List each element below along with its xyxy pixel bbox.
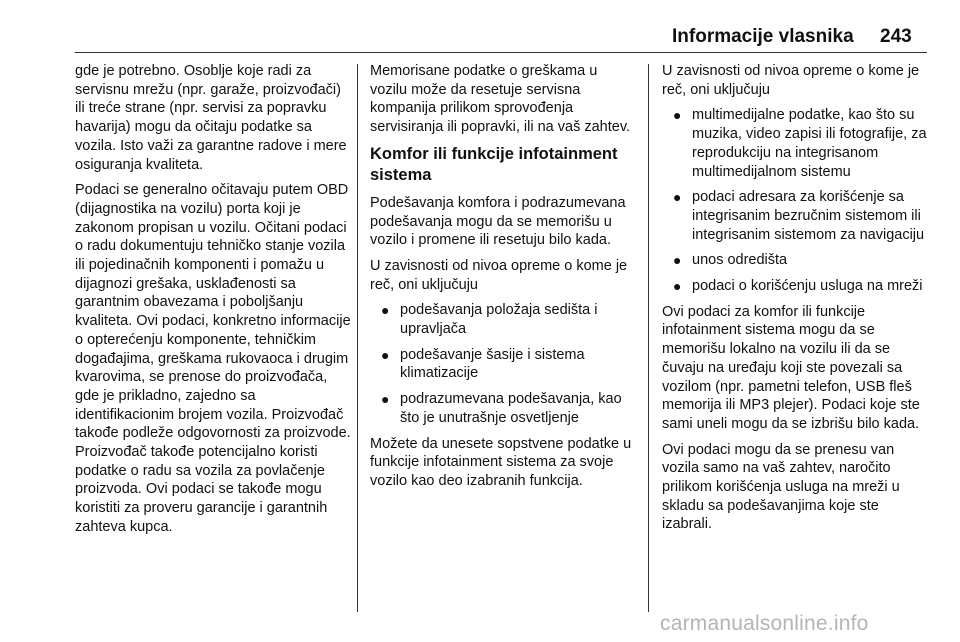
list-item — [370, 390, 636, 427]
list-item-text: multimedijalne podatke, kao što su muzika, video zapisi ili fotografije, za reprodukciju na integrisanom multimedijalnom sistemu — [692, 107, 927, 180]
bullet-icon: ● — [673, 107, 682, 124]
col3-bullet-list — [662, 106, 928, 295]
header-rule — [75, 52, 927, 53]
section-heading: Komfor ili funkcije infotainment sistema — [370, 144, 618, 184]
header-title: Informacije vlasnika — [672, 26, 854, 47]
column-2 — [370, 62, 636, 498]
col1-paragraph-1: gde je potrebno. Osoblje koje radi za servisnu mrežu (npr. garaže, proizvođači) ili treće strane (npr. servisi za popravku havarija) mogu da očitaju podatke sa vozila. Isto važi za garantne radove i mere osiguranja kvaliteta. — [75, 63, 347, 173]
bullet-icon: ● — [381, 391, 390, 408]
col2-paragraph-2: U zavisnosti od nivoa opreme o kome je reč, oni uključuju — [370, 257, 628, 293]
col3-paragraph-2: Ovi podaci mogu da se prenesu van vozila samo na vaš zahtev, naročito prilikom korišćenja usluga na mreži u skladu sa podešavanjima koje ste izabrali. — [662, 441, 900, 533]
column-3 — [662, 62, 928, 541]
bullet-icon: ● — [673, 278, 682, 295]
col3-intro: U zavisnosti od nivoa opreme o kome je reč, oni uključuju — [662, 63, 920, 98]
page-number: 243 — [880, 26, 912, 47]
col2-bullet-list — [370, 301, 636, 427]
list-item-text: podaci adresara za korišćenje sa integrisanim bezručnim sistemom ili integrisanim sistemom za navigaciju — [692, 189, 925, 243]
col2-intro: Memorisane podatke o greškama u vozilu može da resetuje servisna kompanija prilikom sprovođenja servisiranja ili popravki, ili na vaš zahtev. — [370, 63, 631, 136]
col1-paragraph-2: Podaci se generalno očitavaju putem OBD (dijagnostika na vozilu) porta koji je zakonom propisan u vozilu. Očitani podaci o radu dokumentuju tehničko stanje vozila ili pojedinačnih komponenti i pomažu u dijagnozi grešaka, usklađenosti sa garantnim obavezama i poboljšanju kvaliteta. Ovi podaci, konkretno informacije o opterećenju komponente, tehničkim događajima, greškama rukovaoca i drugim kvarovima, se prenose do proizvođača, gde je prikladno, zajedno sa identifikacionim brojem vozila. Proizvođač takođe podleže odgovornosti za proizvode. Proizvođač takođe potencijalno koristi podatke o radu sa vozila za povlačenje proizvoda. Ovi podaci se takođe mogu koristiti za proveru garancije i garantnih zahteva kupca. — [75, 182, 351, 535]
bullet-icon: ● — [673, 189, 682, 206]
bullet-icon: ● — [381, 346, 390, 363]
list-item-text: podrazumevana podešavanja, kao što je unutrašnje osvetljenje — [400, 391, 622, 426]
list-item — [370, 301, 636, 338]
col2-paragraph-1: Podešavanja komfora i podrazumevana podešavanja mogu da se memorišu u vozilo i promene ili resetuju bilo kada. — [370, 194, 626, 249]
list-item — [662, 188, 928, 244]
list-item — [370, 346, 636, 383]
list-item-text: podešavanje šasije i sistema klimatizacije — [400, 346, 585, 382]
list-item-text: podešavanja položaja sedišta i upravljača — [400, 302, 598, 338]
list-item-text: podaci o korišćenju usluga na mreži — [692, 278, 923, 295]
column-1 — [75, 62, 351, 544]
column-divider-1 — [357, 64, 358, 612]
list-item — [662, 251, 928, 270]
list-item — [662, 106, 928, 181]
column-divider-2 — [648, 64, 649, 612]
page-header — [0, 0, 960, 60]
bullet-icon: ● — [673, 252, 682, 269]
list-item-text: unos odredišta — [692, 252, 788, 269]
col3-paragraph-1: Ovi podaci za komfor ili funkcije infotainment sistema mogu da se memorišu lokalno na vozilu ili da se čuvaju na uređaju koji ste povezali sa vozilom (npr. pametni telefon, USB fleš memorija ili MP3 plejer). Podaci koje ste sami uneli mogu da se izbrišu bilo kada. — [662, 303, 920, 432]
bullet-icon: ● — [381, 302, 390, 319]
watermark: carmanualsonline.info — [660, 612, 869, 635]
col2-paragraph-3: Možete da unesete sopstvene podatke u funkcije infotainment sistema za svoje vozilo kao deo izabranih funkcija. — [370, 435, 632, 489]
list-item — [662, 277, 928, 296]
